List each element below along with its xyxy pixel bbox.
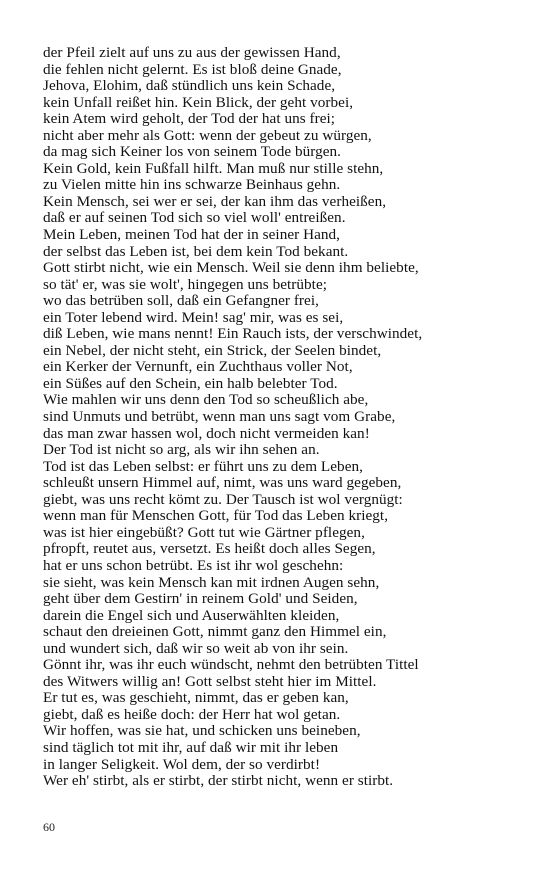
- poem-line: ein Süßes auf den Schein, ein halb belebter Tod.: [43, 374, 338, 392]
- poem-line: das man zwar hassen wol, doch nicht vermeiden kan!: [43, 424, 370, 442]
- poem-line: darein die Engel sich und Auserwählten kleiden,: [43, 606, 340, 624]
- poem-line: wo das betrüben soll, daß ein Gefangner frei,: [43, 292, 319, 310]
- poem-line: sind täglich tot mit ihr, auf daß wir mit ihr leben: [43, 738, 339, 756]
- poem-line: pfropft, reutet aus, versetzt. Es heißt doch alles Segen,: [43, 540, 376, 558]
- page-number: 60: [43, 820, 55, 834]
- poem-line: der Pfeil zielt auf uns zu aus der gewissen Hand,: [43, 44, 341, 61]
- poem-line: Wer eh' stirbt, als er stirbt, der stirbt nicht, wenn er stirbt.: [43, 772, 394, 790]
- poem-line: diß Leben, wie mans nennt! Ein Rauch ists, der verschwindet,: [43, 325, 423, 343]
- poem-line: ein Toter lebend wird. Mein! sag' mir, was es sei,: [43, 308, 344, 326]
- poem-line: da mag sich Keiner los von seinem Tode bürgen.: [43, 143, 342, 161]
- poem-line: giebt, was uns recht kömt zu. Der Tausch ist wol vergnügt:: [43, 490, 403, 508]
- poem-line: kein Atem wird geholt, der Tod der hat uns frei;: [43, 110, 336, 128]
- poem-line: geht über dem Gestirn' in reinem Gold' und Seiden,: [43, 590, 358, 608]
- poem-line: so tät' er, was sie wolt', hingegen uns betrübte;: [43, 275, 328, 293]
- poem-line: Der Tod ist nicht so arg, als wir ihn sehen an.: [43, 441, 320, 459]
- poem-line: wenn man für Menschen Gott, für Tod das Leben kriegt,: [43, 507, 389, 525]
- poem-line: Gönnt ihr, was ihr euch wündscht, nehmt den betrübten Tittel: [43, 656, 419, 674]
- poem-line: daß er auf seinen Tod sich so viel woll' entreißen.: [43, 209, 346, 227]
- poem-line: Gott stirbt nicht, wie ein Mensch. Weil sie denn ihm beliebte,: [43, 259, 419, 277]
- poem-line: die fehlen nicht gelernt. Es ist bloß deine Gnade,: [43, 60, 342, 78]
- poem-line: Wir hoffen, was sie hat, und schicken uns beineben,: [43, 722, 361, 740]
- poem-line: ein Kerker der Vernunft, ein Zuchthaus voller Not,: [43, 358, 353, 376]
- poem-line: was ist hier eingebüßt? Gott tut wie Gärtner pflegen,: [43, 523, 365, 541]
- poem-line: hat er uns schon betrübt. Es ist ihr wol geschehn:: [43, 556, 344, 574]
- poem-line: zu Vielen mitte hin ins schwarze Beinhaus gehn.: [43, 176, 341, 194]
- poem-line: sie sieht, was kein Mensch kan mit irdnen Augen sehn,: [43, 573, 380, 591]
- poem-line: und wundert sich, daß wir so weit ab von ihr sein.: [43, 639, 349, 657]
- poem-line: giebt, daß es heiße doch: der Herr hat wol getan.: [43, 705, 341, 723]
- poem-line: nicht aber mehr als Gott: wenn der gebeut zu würgen,: [43, 126, 372, 144]
- poem-line: kein Unfall reißet hin. Kein Blick, der geht vorbei,: [43, 93, 354, 111]
- poem-line: ein Nebel, der nicht steht, ein Strick, der Seelen bindet,: [43, 341, 382, 359]
- poem-line: sind Unmuts und betrübt, wenn man uns sagt vom Grabe,: [43, 408, 396, 426]
- poem-line: Er tut es, was geschieht, nimmt, das er geben kan,: [43, 689, 349, 707]
- poem-line: in langer Seligkeit. Wol dem, der so verdirbt!: [43, 755, 321, 773]
- poem-text-block: [43, 45, 513, 790]
- poem-line: schleußt unsern Himmel auf, nimt, was uns ward gegeben,: [43, 474, 402, 492]
- poem-line: Tod ist das Leben selbst: er führt uns zu dem Leben,: [43, 457, 363, 475]
- poem-line: Jehova, Elohim, daß stündlich uns kein Schade,: [43, 77, 336, 95]
- poem-line: schaut den dreieinen Gott, nimmt ganz den Himmel ein,: [43, 623, 387, 641]
- poem-line: des Witwers willig an! Gott selbst steht hier im Mittel.: [43, 672, 377, 690]
- poem-line: der selbst das Leben ist, bei dem kein Tod bekant.: [43, 242, 349, 260]
- poem-line: Wie mahlen wir uns denn den Tod so scheußlich abe,: [43, 391, 369, 409]
- poem-line: Mein Leben, meinen Tod hat der in seiner Hand,: [43, 226, 341, 244]
- poem-line: Kein Mensch, sei wer er sei, der kan ihm das verheißen,: [43, 192, 387, 210]
- poem-line: Kein Gold, kein Fußfall hilft. Man muß nur stille stehn,: [43, 159, 384, 177]
